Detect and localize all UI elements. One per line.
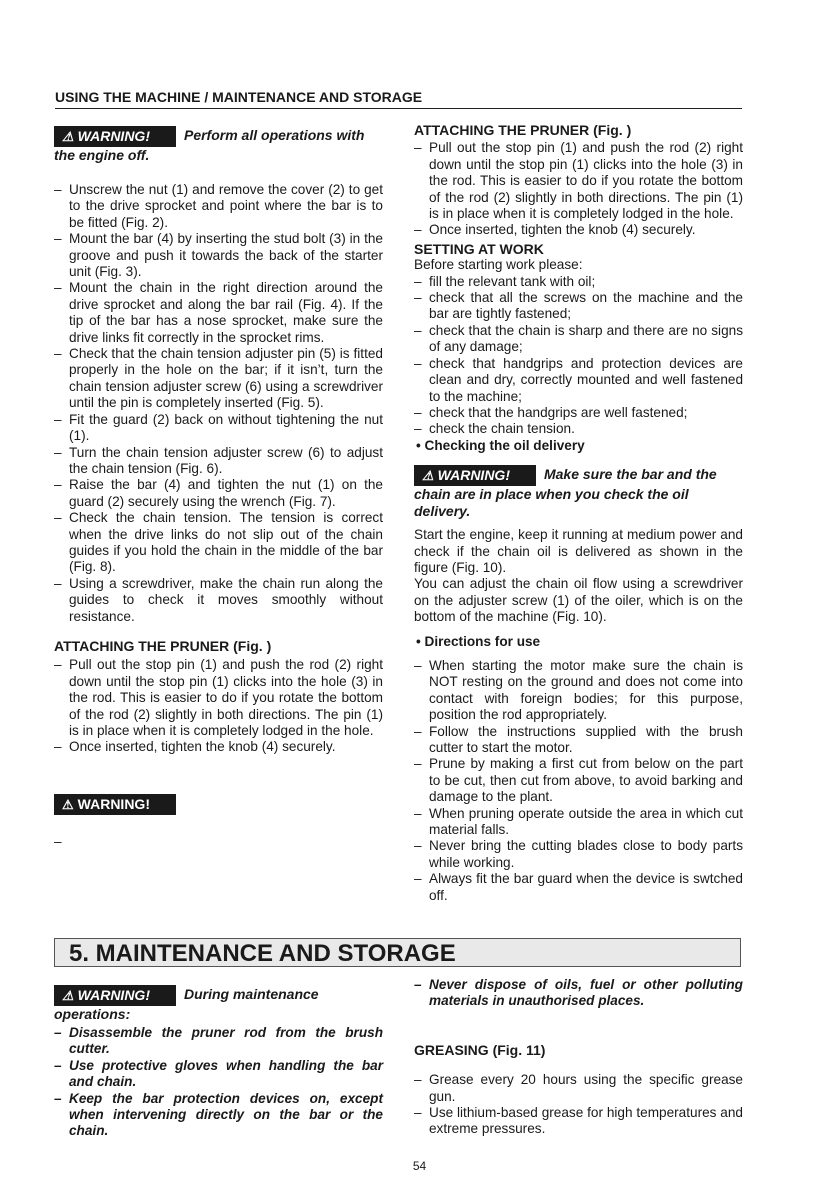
warning-triangle-icon: ⚠ xyxy=(422,468,434,484)
warning-triangle-icon: ⚠ xyxy=(62,796,74,812)
list-item: – check the chain tension. xyxy=(414,421,743,437)
warning-badge-empty xyxy=(54,794,383,815)
right-column xyxy=(414,122,743,904)
list-item: – Fit the guard (2) back on without tightening the nut (1). xyxy=(54,412,383,445)
list-item: – Keep the bar protection devices on, except when intervening directly on the bar or the chain. xyxy=(54,1091,383,1140)
maintenance-precautions xyxy=(54,1025,383,1140)
list-item: – Always fit the bar guard when the device is swtched off. xyxy=(414,871,743,904)
warning-engine-off xyxy=(54,126,383,164)
warning-oil xyxy=(414,465,743,520)
list-item: – check that all the screws on the machine and the bar are tightly fastened; xyxy=(414,290,743,323)
warning-label: WARNING! xyxy=(77,128,150,144)
list-item: – Mount the bar (4) by inserting the stud bolt (3) in the groove and push it towards the back of the starter unit (Fig. 3). xyxy=(54,231,383,280)
warning-triangle-icon: ⚠ xyxy=(62,129,74,144)
list-item: – Disassemble the pruner rod from the brush cutter. xyxy=(54,1025,383,1058)
section-title: 5. MAINTENANCE AND STORAGE xyxy=(54,938,741,967)
list-item: – check that the chain is sharp and there are no signs of any damage; xyxy=(414,323,743,356)
list-item: – fill the relevant tank with oil; xyxy=(414,274,743,290)
pruner-steps-right xyxy=(414,140,743,238)
list-item: – When pruning operate outside the area in which cut material falls. xyxy=(414,806,743,839)
warning-text: Perform all operations with the engine off. xyxy=(54,127,365,163)
greasing-title: GREASING (Fig. 11) xyxy=(414,1041,546,1058)
list-item: – Turn the chain tension adjuster screw (6) to adjust the chain tension (Fig. 6). xyxy=(54,445,383,478)
lone-dash: – xyxy=(54,833,62,849)
list-item: – check that the handgrips are well fastened; xyxy=(414,405,743,421)
pruner-title-left: ATTACHING THE PRUNER (Fig. ) xyxy=(54,637,272,654)
list-item: – Never dispose of oils, fuel or other polluting materials in unauthorised places. xyxy=(414,977,743,1010)
list-item: – check that handgrips and protection devices are clean and dry, correctly mounted and well fastened to the machine; xyxy=(414,356,743,405)
list-item: – Using a screwdriver, make the chain run along the guides to check it moves smoothly without resistance. xyxy=(54,576,383,625)
oil-paragraph-2: You can adjust the chain oil flow using a screwdriver on the adjuster screw (1) of the oiler, which is on the bottom of the machine (Fig. 10). xyxy=(414,576,743,625)
list-item: – Pull out the stop pin (1) and push the rod (2) right down until the stop pin (1) clicks into the hole (3) in the rod. This is easier to do if you rotate the bottom of the rod (2) slightly in both directions. The pin (1) is in place when it is completely lodged in the hole. xyxy=(414,140,743,222)
maintenance-right xyxy=(414,977,743,1138)
page-header: USING THE MACHINE / MAINTENANCE AND STORAGE xyxy=(55,89,742,109)
page-number: 54 xyxy=(412,1159,427,1173)
list-item: – Unscrew the nut (1) and remove the cover (2) to get to the drive sprocket and point where the bar is to be fitted (Fig. 2). xyxy=(54,182,383,231)
warning-label: WARNING! xyxy=(437,467,510,484)
list-item: – Follow the instructions supplied with the brush cutter to start the motor. xyxy=(414,724,743,757)
list-item: – Pull out the stop pin (1) and push the rod (2) right down until the stop pin (1) clicks into the hole (3) in the rod. This is easier to do if you rotate the bottom of the rod (2) slightly in both directions. The pin (1) is in place when it is completely lodged in the hole. xyxy=(54,657,383,739)
list-item: – Never bring the cutting blades close to body parts while working. xyxy=(414,838,743,871)
greasing-list xyxy=(414,1072,743,1138)
warning-triangle-icon: ⚠ xyxy=(62,988,74,1003)
pruner-title-right: ATTACHING THE PRUNER (Fig. ) xyxy=(414,122,632,138)
list-item: – Check the chain tension. The tension is correct when the drive links do not slip out of the chain guides if you hold the chain in the middle of the bar (Fig. 8). xyxy=(54,510,383,576)
warning-label: WARNING! xyxy=(77,795,150,812)
directions-list xyxy=(414,658,743,904)
list-item: – Once inserted, tighten the knob (4) securely. xyxy=(54,739,383,755)
list-item: – Grease every 20 hours using the specific grease gun. xyxy=(414,1072,743,1105)
warning-maintenance xyxy=(54,985,383,1023)
maintenance-left xyxy=(54,985,383,1140)
disposal-warning xyxy=(414,977,743,1010)
list-item: – Mount the chain in the right direction around the drive sprocket and along the bar rail (Fig. 4). If the tip of the bar has a nose sprocket, make sure the drive links fit correctly in the sprocket rims. xyxy=(54,280,383,346)
setting-title: SETTING AT WORK xyxy=(414,240,544,257)
setting-intro: Before starting work please: xyxy=(414,257,583,273)
oil-paragraph-1: Start the engine, keep it running at medium power and check if the chain oil is delivered as shown in the figure (Fig. 10). xyxy=(414,527,743,575)
list-item: – Raise the bar (4) and tighten the nut (1) on the guard (2) securely using the wrench (Fig. 7). xyxy=(54,477,383,510)
warning-text: Make sure the bar and the chain are in place when you check the oil delivery. xyxy=(414,466,717,520)
list-item: – Check that the chain tension adjuster pin (5) is fitted properly in the hole on the bar; if it isn’t, turn the chain tension adjuster screw (6) using a screwdriver until the pin is completely inserted (Fig. 5). xyxy=(54,346,383,412)
setting-steps xyxy=(414,274,743,438)
list-item: – Use protective gloves when handling the bar and chain. xyxy=(54,1058,383,1091)
list-item: – Once inserted, tighten the knob (4) securely. xyxy=(414,222,743,238)
oil-delivery-title: • Checking the oil delivery xyxy=(414,438,743,454)
warning-badge xyxy=(54,126,176,147)
warning-label: WARNING! xyxy=(77,987,150,1003)
directions-title: • Directions for use xyxy=(414,634,743,650)
left-column xyxy=(54,126,383,850)
assembly-steps xyxy=(54,182,383,625)
list-item: – Prune by making a first cut from below on the part to be cut, then cut from above, to avoid barking and damage to the plant. xyxy=(414,756,743,805)
pruner-steps-left xyxy=(54,657,383,755)
warning-text: During maintenance operations: xyxy=(54,986,319,1022)
list-item: – When starting the motor make sure the chain is NOT resting on the ground and does not come into contact with foreign bodies; for this purpose, position the rod appropriately. xyxy=(414,658,743,724)
list-item: – Use lithium-based grease for high temperatures and extreme pressures. xyxy=(414,1105,743,1138)
